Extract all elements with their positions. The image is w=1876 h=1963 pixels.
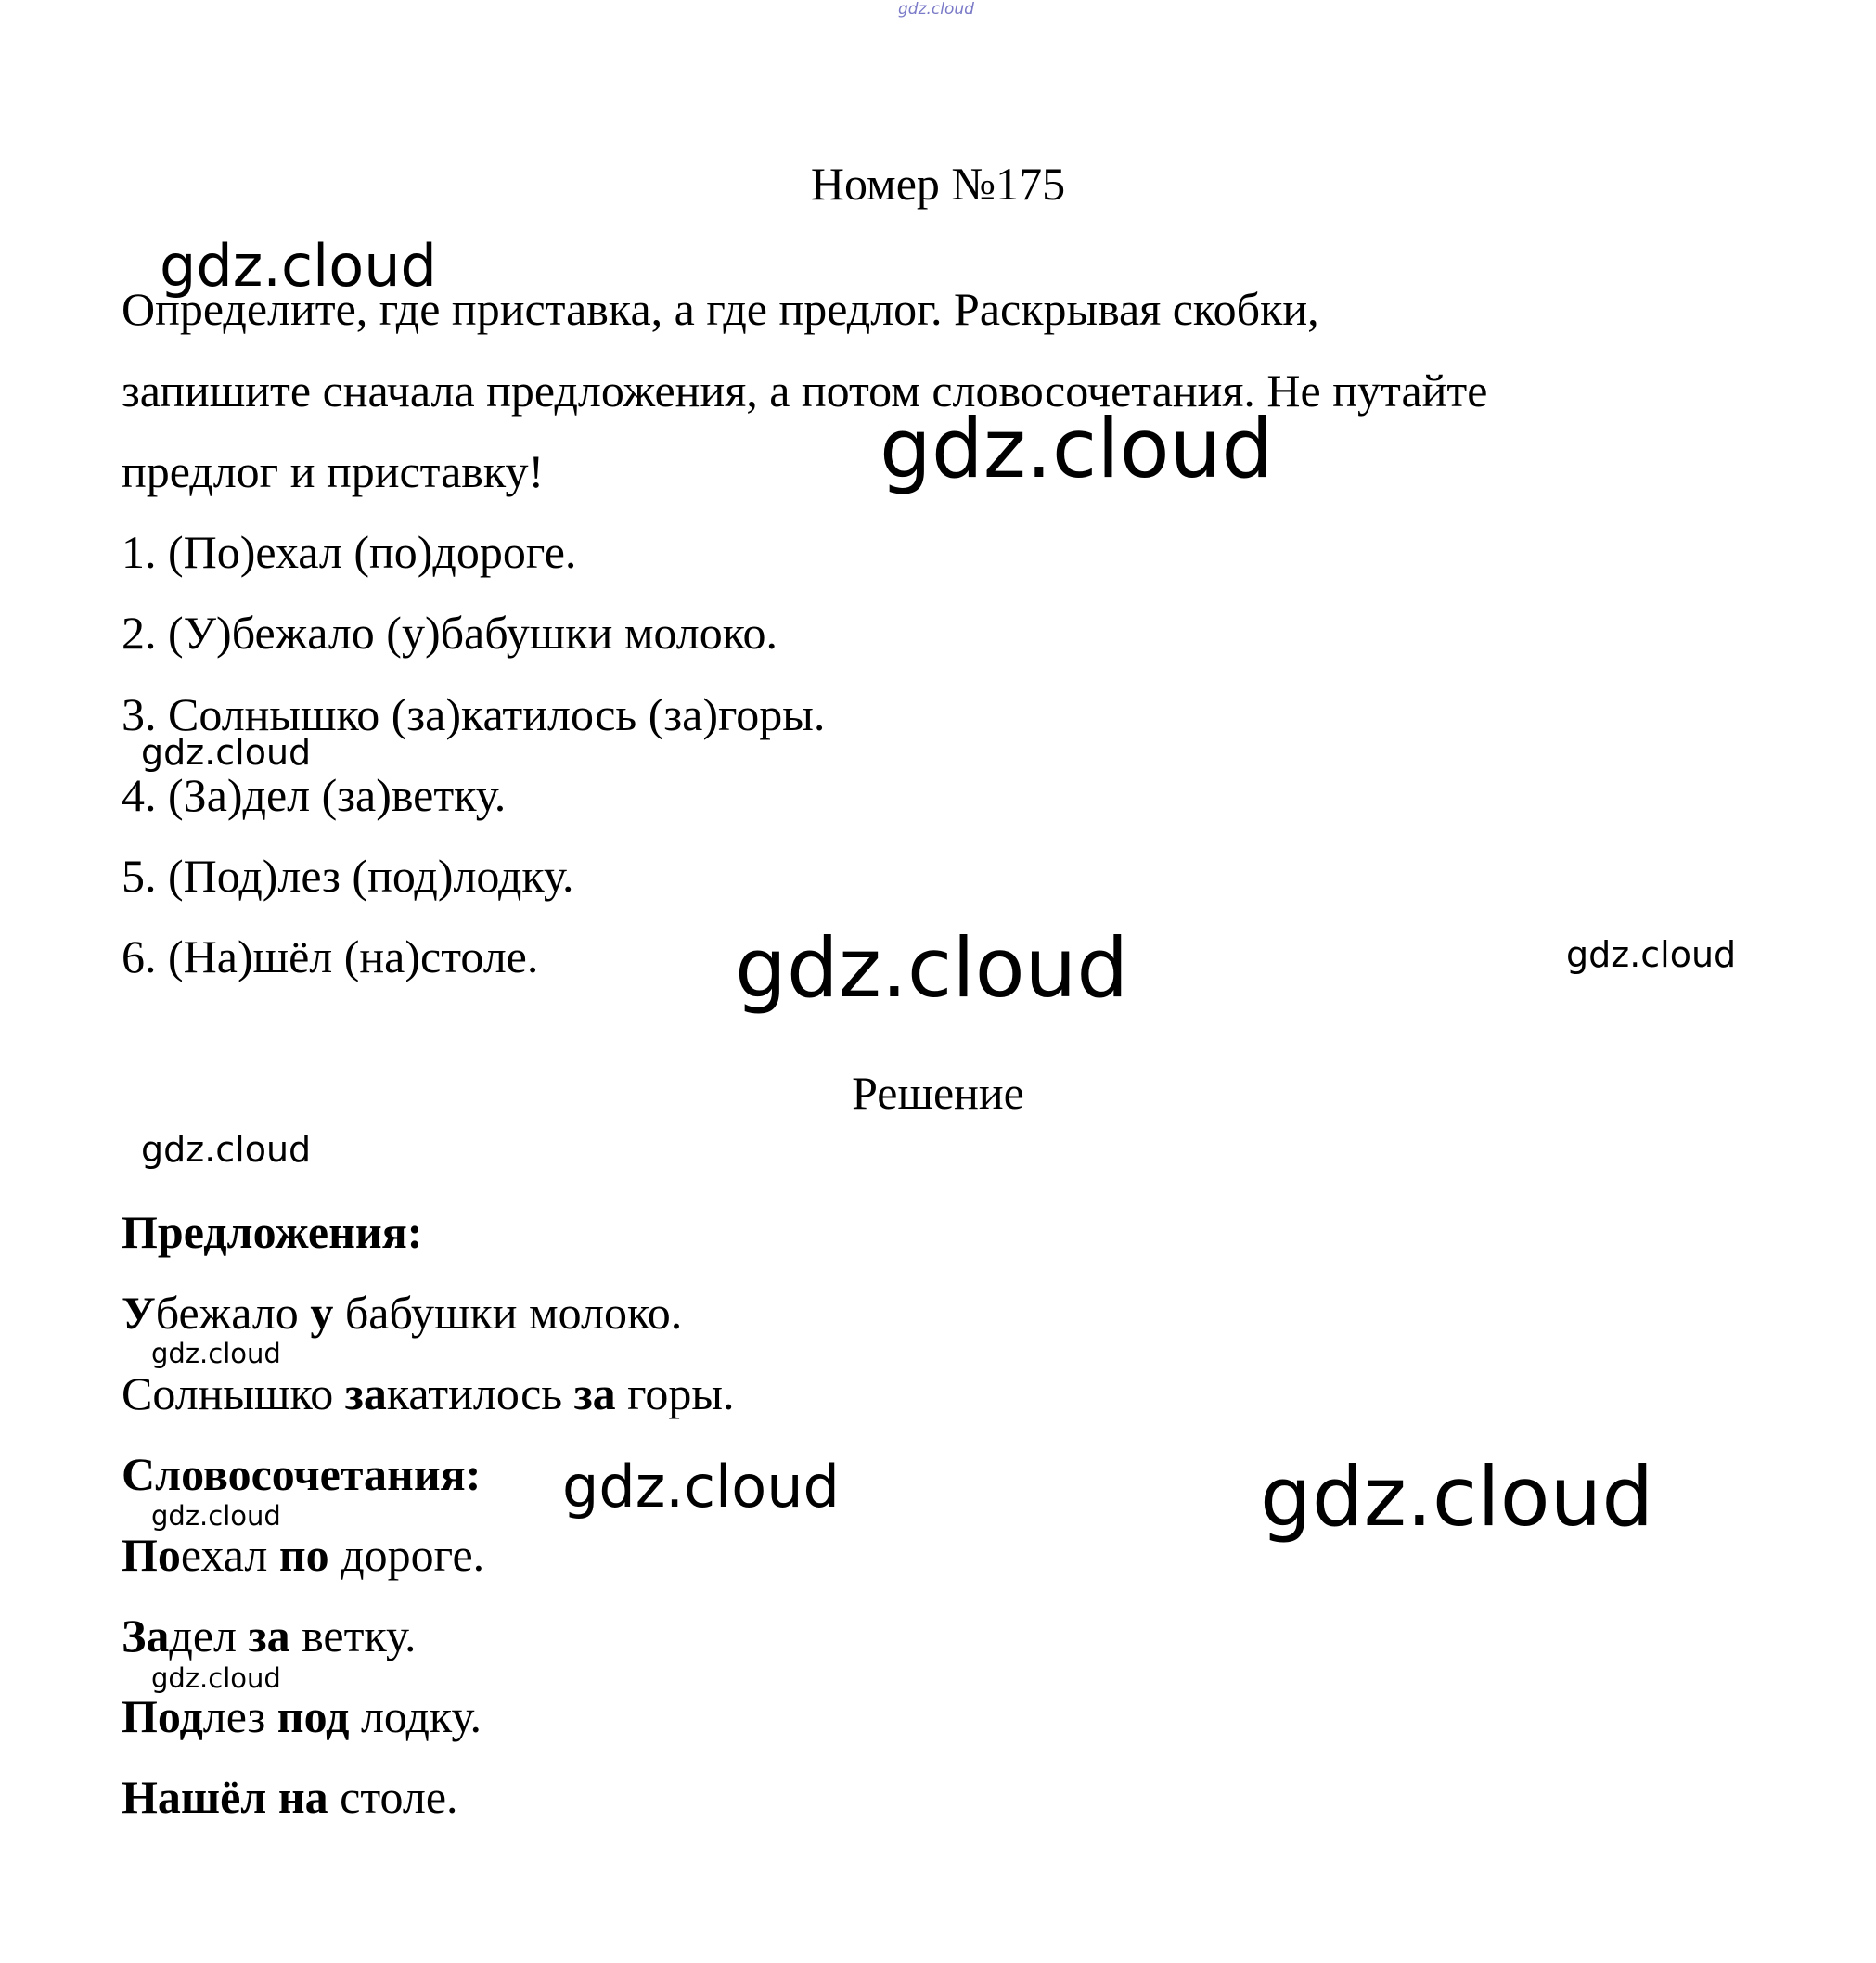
- watermark-4: gdz.cloud: [735, 920, 1129, 1016]
- task-text-line-2: запишите сначала предложения, а потом словосочетания. Не путайте: [122, 365, 1488, 417]
- phrase-3-preposition: под: [276, 1690, 350, 1742]
- watermark-5: gdz.cloud: [1566, 934, 1737, 975]
- sentence-1-prefix: У: [122, 1287, 156, 1339]
- phrase-4-preposition: на: [277, 1771, 328, 1823]
- task-item-6: 6. (На)шёл (на)столе.: [122, 930, 539, 982]
- phrase-1: [122, 1527, 484, 1583]
- task-item-2: 2. (У)бежало (у)бабушки молоко.: [122, 607, 778, 659]
- phrase-3-prefix: Под: [122, 1690, 203, 1742]
- task-text-line-1: Определите, где приставка, а где предлог. Раскрывая скобки,: [122, 283, 1319, 335]
- sentence-1-text-a: бежало: [155, 1287, 311, 1339]
- phrase-2: [122, 1608, 417, 1663]
- watermark-7: gdz.cloud: [151, 1338, 281, 1369]
- phrase-1-text-b: дороге.: [328, 1529, 485, 1581]
- watermark-3: gdz.cloud: [141, 732, 312, 773]
- sentence-2-text-b: горы.: [615, 1367, 735, 1419]
- phrase-1-preposition: по: [278, 1529, 329, 1581]
- sentences-heading: Предложения:: [122, 1206, 423, 1258]
- sentence-2-preposition: за: [573, 1367, 616, 1419]
- watermark-11: gdz.cloud: [151, 1662, 281, 1694]
- watermark-1: gdz.cloud: [160, 232, 437, 300]
- phrase-2-text-a: дел: [169, 1610, 249, 1661]
- phrase-2-prefix: За: [122, 1610, 170, 1661]
- phrases-heading: Словосочетания:: [122, 1448, 482, 1500]
- phrase-1-prefix: По: [122, 1529, 181, 1581]
- phrase-4-text-a: [266, 1771, 278, 1823]
- sentence-1: [122, 1285, 682, 1341]
- sentence-1-preposition: у: [310, 1287, 334, 1339]
- sentence-2: [122, 1366, 735, 1421]
- watermark-top: gdz.cloud: [898, 0, 974, 19]
- watermark-2: gdz.cloud: [880, 401, 1274, 496]
- task-item-4: 4. (За)дел (за)ветку.: [122, 769, 507, 821]
- phrase-2-preposition: за: [248, 1610, 290, 1661]
- sentence-2-text-a: катилось: [386, 1367, 574, 1419]
- phrase-4-word: Нашёл: [122, 1771, 267, 1823]
- solution-title: Решение: [852, 1067, 1024, 1119]
- task-item-1: 1. (По)ехал (по)дороге.: [122, 526, 577, 578]
- watermark-10: gdz.cloud: [151, 1500, 281, 1532]
- phrase-4: [122, 1769, 458, 1825]
- phrase-3-text-b: лодку.: [349, 1690, 482, 1742]
- phrase-3: [122, 1688, 482, 1744]
- sentence-2-prefix: за: [344, 1367, 387, 1419]
- phrase-1-text-a: ехал: [180, 1529, 279, 1581]
- task-text-line-3: предлог и приставку!: [122, 445, 545, 497]
- page-title: Номер №175: [810, 158, 1066, 210]
- task-item-5: 5. (Под)лез (под)лодку.: [122, 850, 574, 902]
- watermark-6: gdz.cloud: [141, 1129, 312, 1170]
- sentence-1-text-b: бабушки молоко.: [333, 1287, 683, 1339]
- watermark-8: gdz.cloud: [562, 1453, 840, 1520]
- task-item-3: 3. Солнышко (за)катилось (за)горы.: [122, 688, 826, 740]
- phrase-2-text-b: ветку.: [289, 1610, 417, 1661]
- phrase-3-text-a: лез: [202, 1690, 277, 1742]
- phrase-4-text-b: столе.: [328, 1771, 458, 1823]
- watermark-9: gdz.cloud: [1260, 1449, 1654, 1545]
- sentence-2-text-0: Солнышко: [122, 1367, 345, 1419]
